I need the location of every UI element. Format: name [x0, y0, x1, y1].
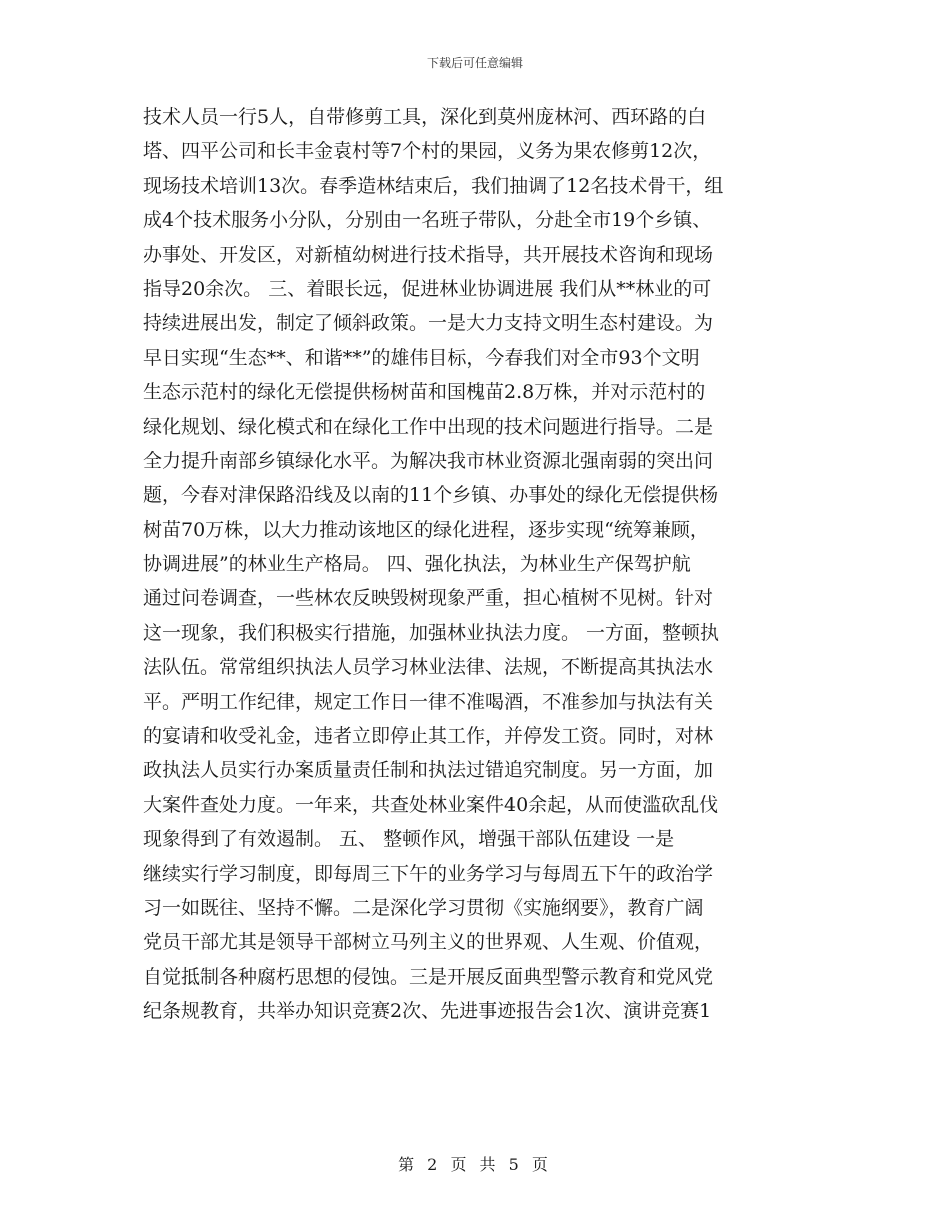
text-line: 全力提升南部乡镇绿化水平。为解决我市林业资源北强南弱的突出问 [143, 449, 714, 472]
text-line: 成4个技术服务小分队，分别由一名班子带队，分赴全市19个乡镇、 [143, 209, 712, 232]
text-line: 法队伍。常常组织执法人员学习林业法律、法规，不断提高其执法水 [143, 656, 714, 679]
text-line: 树苗70万株，以大力推动该地区的绿化进程，逐步实现“统筹兼顾， [143, 518, 709, 541]
text-line: 党员干部尤其是领导干部树立马列主义的世界观、人生观、价值观， [143, 931, 714, 954]
text-line: 大案件查处力度。一年来，共查处林业案件40余起，从而使滥砍乱伐 [143, 793, 719, 816]
text-line: 生态示范村的绿化无偿提供杨树苗和国槐苗2.8万株，并对示范村的 [143, 381, 706, 404]
text-line: 技术人员一行5人，自带修剪工具，深化到莫州庞林河、西环路的白 [143, 106, 707, 128]
text-line: 现象得到了有效遏制。 五、 整顿作风，增强干部队伍建设 一是 [143, 828, 675, 851]
text-line: 这一现象，我们积极实行措施，加强林业执法力度。 一方面，整顿执 [143, 621, 720, 644]
page-number: 第 2 页 共 5 页 [398, 1155, 552, 1174]
text-line: 早日实现“生态**、和谐**”的雄伟目标，今春我们对全市93个文明 [143, 346, 700, 369]
document-body [143, 100, 811, 1029]
text-line: 自觉抵制各种腐朽思想的侵蚀。三是开展反面典型警示教育和党风党 [143, 965, 714, 988]
text-line: 的宴请和收受礼金，违者立即停止其工作，并停发工资。同时，对林 [143, 725, 714, 748]
text-line: 协调进展”的林业生产格局。 四、强化执法，为林业生产保驾护航 [143, 553, 691, 576]
text-line: 题，今春对津保路沿线及以南的11个乡镇、办事处的绿化无偿提供杨 [143, 484, 719, 507]
text-line: 通过问卷调查，一些林农反映毁树现象严重，担心植树不见树。针对 [143, 587, 714, 610]
text-line: 继续实行学习制度，即每周三下午的业务学习与每周五下午的政治学 [143, 862, 714, 885]
text-line: 持续进展出发，制定了倾斜政策。一是大力支持文明生态村建设。为 [143, 312, 714, 335]
text-line: 现场技术培训13次。春季造林结束后，我们抽调了12名技术骨干，组 [143, 174, 724, 197]
page-header: 下载后可任意编辑 [426, 56, 523, 70]
text-line: 绿化规划、绿化模式和在绿化工作中出现的技术问题进行指导。二是 [143, 415, 714, 438]
text-line: 习一如既往、坚持不懈。二是深化学习贯彻《实施纲要》，教育广阔 [143, 896, 704, 919]
text-line: 塔、四平公司和长丰金袁村等7个村的果园，义务为果农修剪12次， [143, 140, 712, 163]
text-line: 政执法人员实行办案质量责任制和执法过错追究制度。另一方面，加 [143, 759, 714, 782]
text-line: 办事处、开发区，对新植幼树进行技术指导，共开展技术咨询和现场 [143, 243, 714, 266]
text-line: 指导20余次。 三、着眼长远，促进林业协调进展 我们从**林业的可 [143, 277, 712, 300]
text-line: 平。严明工作纪律，规定工作日一律不准喝酒，不准参加与执法有关 [143, 690, 714, 713]
text-line: 纪条规教育，共举办知识竞赛2次、先进事迹报告会1次、演讲竞赛1 [143, 1000, 712, 1023]
